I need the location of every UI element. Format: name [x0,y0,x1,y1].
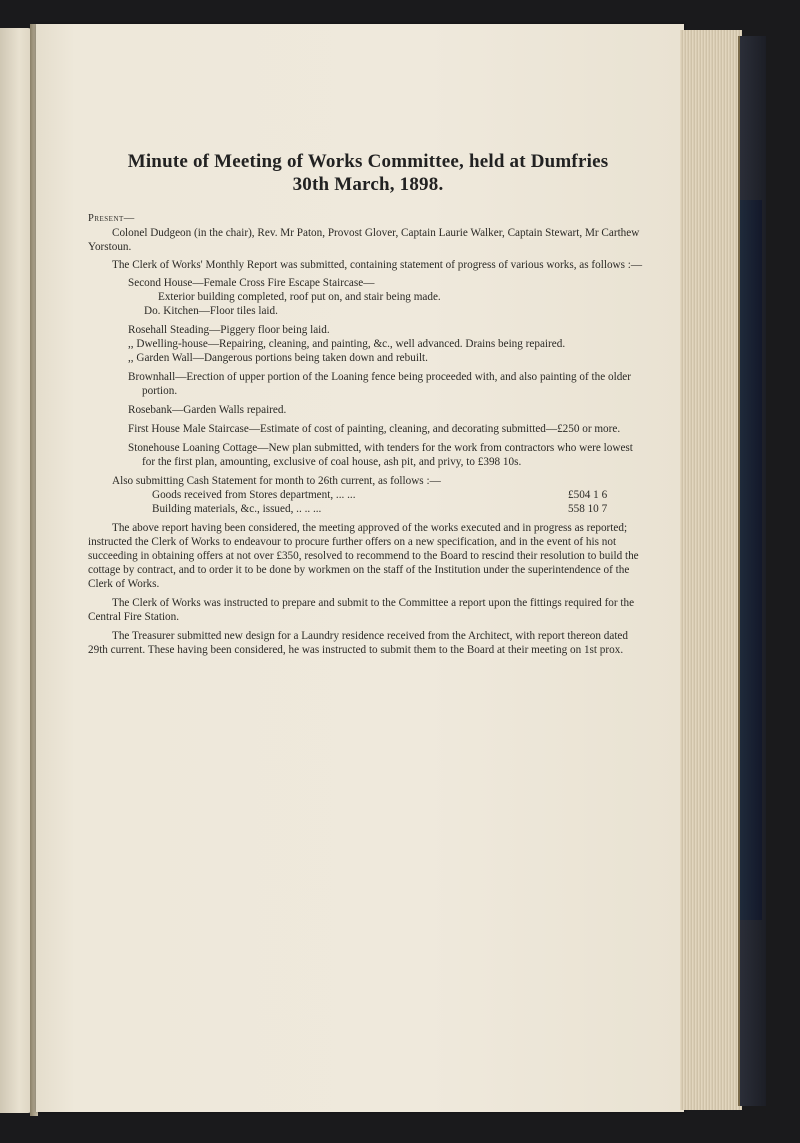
cash-row-label: Goods received from Stores department, ... ... [152,489,356,501]
title-line-2: 30th March, 1898. [292,174,444,195]
paragraph-fittings: The Clerk of Works was instructed to prepare and submit to the Committee a report upon the fittings required for the Central Fire Station. [88,597,635,623]
page-title [88,150,648,196]
item-kitchen: Do. Kitchen—Floor tiles laid. [144,305,278,317]
cash-row-label: Building materials, &c., issued, .. .. ... [152,503,322,515]
item-second-house: Second House—Female Cross Fire Escape Staircase— [128,277,375,289]
item-rosebank: Rosebank—Garden Walls repaired. [128,404,287,416]
facing-page-edge [0,28,32,1113]
item-stonehouse: Stonehouse Loaning Cottage—New plan submitted, with tenders for the work from contractors who were lowest for the first plan, amounting, exclusive of coal house, ash pit, and privy, to £398 10s. [128,442,633,468]
report-intro: The Clerk of Works' Monthly Report was submitted, containing statement of progress of various works, as follows :— [112,259,643,271]
paragraph-laundry: The Treasurer submitted new design for a Laundry residence received from the Architect, with report thereon dated 29th current. These having been considered, he was instructed to submit them to the Board at their meeting on 1st prox. [88,630,628,656]
cash-row [88,502,648,516]
present-names: Colonel Dudgeon (in the chair), Rev. Mr Paton, Provost Glover, Captain Laurie Walker, Captain Stewart, Mr Carthew Yorstoun. [88,227,640,253]
paragraph-approved: The above report having been considered, the meeting approved of the works executed and in progress as reported; instructed the Clerk of Works to endeavour to procure further offers on a new specification, and in the event of his not succeeding in obtaining offers at not over £350, resolved to recommend to the Board to rescind their resolution to build the cottage by contract, and to order it to be done by workmen on the staff of the Institution under the superintendence of the Clerk of Works. [88,522,639,590]
minute-text [88,150,648,657]
cash-row [88,488,648,502]
item-rosehall: Rosehall Steading—Piggery floor being laid. [128,324,330,336]
item-brownhall: Brownhall—Erection of upper portion of the Loaning fence being proceeded with, and also painting of the older portion. [128,371,631,397]
item-garden-wall: ,, Garden Wall—Dangerous portions being taken down and rebuilt. [128,352,428,364]
present-label: Present— [88,213,135,224]
cash-row-amount: £504 1 6 [568,489,608,501]
cash-intro: Also submitting Cash Statement for month to 26th current, as follows :— [112,475,441,487]
page-block-edges [680,30,742,1110]
book-cover-spine-band [740,200,762,920]
title-line-1: Minute of Meeting of Works Committee, held at Dumfries [127,151,609,172]
item-dwelling: ,, Dwelling-house—Repairing, cleaning, and painting, &c., well advanced. Drains being repaired. [128,338,566,350]
cash-row-amount: 558 10 7 [568,503,608,515]
item-first-house: First House Male Staircase—Estimate of cost of painting, cleaning, and decorating submitted—£250 or more. [128,423,621,435]
item-exterior: Exterior building completed, roof put on, and stair being made. [158,291,441,303]
